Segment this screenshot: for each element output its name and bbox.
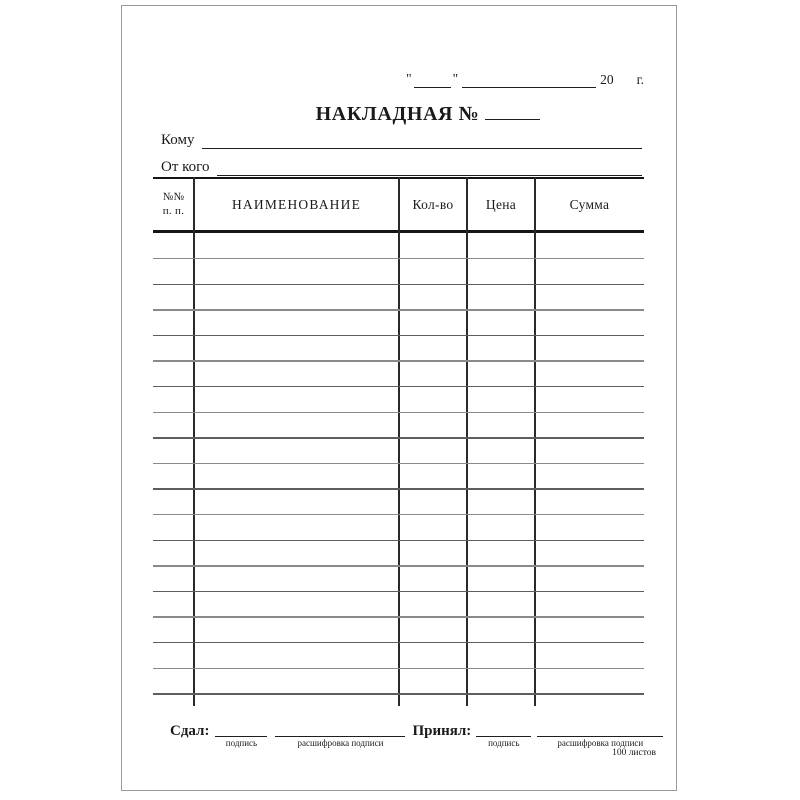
column-divider-1 xyxy=(193,177,195,706)
received-signature-group xyxy=(476,718,531,748)
year-suffix: г. xyxy=(636,72,644,87)
recipient-field xyxy=(161,133,642,149)
table-row-line xyxy=(153,668,644,669)
sheets-count-note: 100 листов xyxy=(612,748,656,758)
year-blank xyxy=(614,75,637,88)
date-day-blank xyxy=(414,75,451,88)
table-row-line xyxy=(153,514,644,515)
handed-name-blank xyxy=(275,718,405,737)
received-label: Принял: xyxy=(412,723,472,739)
table-row-line xyxy=(153,463,644,464)
table-row-line xyxy=(153,642,644,643)
table-row-line xyxy=(153,488,644,489)
table-row-line xyxy=(153,437,644,438)
received-name-group xyxy=(537,718,663,748)
table-row-line xyxy=(153,412,644,413)
column-header-number xyxy=(153,179,194,230)
column-header-quantity: Кол-во xyxy=(412,196,454,212)
column-header-number-line2: п. п. xyxy=(162,204,185,217)
recipient-blank xyxy=(202,135,642,149)
handed-label: Сдал: xyxy=(170,723,210,739)
table-row-line xyxy=(153,565,644,566)
column-header-name: НАИМЕНОВАНИЕ xyxy=(231,196,362,212)
received-name-caption: расшифровка подписи xyxy=(557,738,644,748)
open-quote: " xyxy=(406,71,412,86)
date-month-blank xyxy=(462,75,596,88)
handed-signature-group xyxy=(215,718,267,748)
received-name-blank xyxy=(537,718,663,737)
column-divider-2 xyxy=(398,177,400,706)
column-divider-3 xyxy=(466,177,468,706)
column-header-number-line1: №№ xyxy=(162,190,185,203)
table-row-line xyxy=(153,360,644,361)
invoice-form-sheet xyxy=(121,5,677,791)
received-signature-caption: подпись xyxy=(488,738,520,748)
handed-name-caption: расшифровка подписи xyxy=(297,738,384,748)
signature-section xyxy=(170,718,663,748)
year-prefix: 20 xyxy=(600,72,614,87)
column-header-price: Цена xyxy=(485,196,517,212)
handed-signature-blank xyxy=(215,718,267,737)
table-row-line xyxy=(153,309,644,310)
table-row-line xyxy=(153,540,644,541)
form-title-row xyxy=(122,103,676,125)
form-title: НАКЛАДНАЯ № xyxy=(315,103,480,125)
table-row-line xyxy=(153,258,644,259)
invoice-number-blank xyxy=(485,104,540,120)
table-row-line xyxy=(153,693,644,694)
column-divider-4 xyxy=(534,177,536,706)
table-row-line xyxy=(153,616,644,617)
column-header-sum: Сумма xyxy=(569,196,610,212)
recipient-label: Кому xyxy=(161,132,195,148)
date-line xyxy=(404,72,644,88)
table-row-line xyxy=(153,335,644,336)
sender-field xyxy=(161,160,642,176)
close-quote: " xyxy=(452,71,459,86)
table-row-line xyxy=(153,386,644,387)
handed-name-group xyxy=(275,718,405,748)
handed-signature-caption: подпись xyxy=(225,738,258,748)
sender-blank xyxy=(217,162,642,176)
table-row-line xyxy=(153,284,644,285)
sender-label: От кого xyxy=(161,159,210,175)
received-signature-blank xyxy=(476,718,531,737)
table-row-line xyxy=(153,591,644,592)
